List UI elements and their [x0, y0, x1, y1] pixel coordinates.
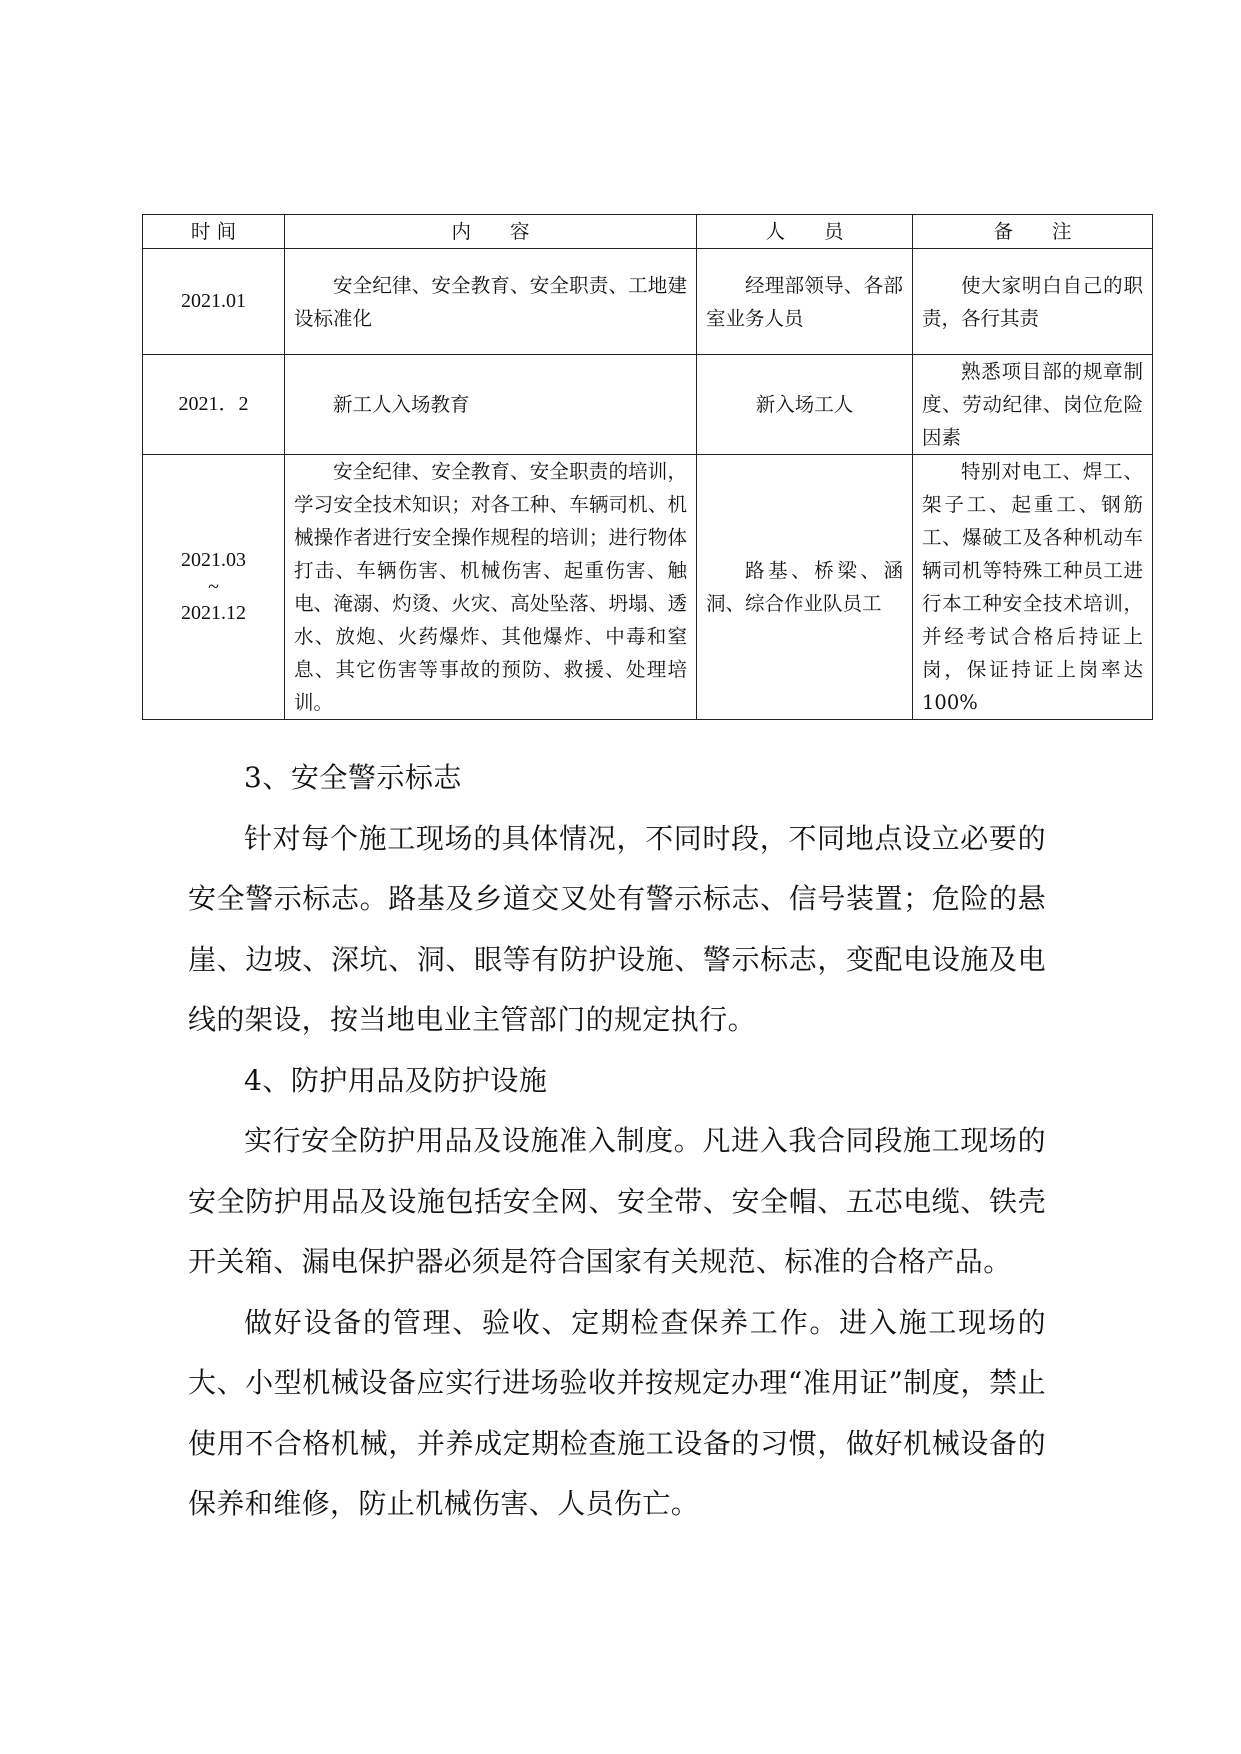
header-note: 备 注 [913, 215, 1153, 249]
body-text [188, 748, 1046, 1535]
cell-note [913, 455, 1153, 720]
cell-note-text: 使大家明白自己的职责，各行其责 [922, 273, 1143, 330]
section-3-paragraph: 针对每个施工现场的具体情况，不同时段，不同地点设立必要的安全警示标志。路基及乡道交叉处有警示标志、信号装置；危险的悬崖、边坡、深坑、洞、眼等有防护设施、警示标志，变配电设施及电线的架设，按当地电业主管部门的规定执行。 [188, 821, 1046, 1036]
cell-content [285, 249, 697, 355]
section-3-heading: 3、安全警示标志 [244, 761, 462, 794]
header-time: 时 间 [143, 215, 285, 249]
time-separator: ~ [208, 576, 219, 598]
section-4-heading: 4、防护用品及防护设施 [244, 1063, 548, 1097]
cell-staff [697, 249, 913, 355]
cell-content [285, 355, 697, 455]
training-plan-table [142, 214, 1153, 720]
cell-staff: 新入场工人 [697, 355, 913, 455]
time-end: 2021.12 [181, 602, 246, 624]
cell-staff-text: 经理部领导、各部室业务人员 [706, 273, 903, 330]
cell-content [285, 455, 697, 720]
cell-time: 2021.01 [143, 249, 285, 355]
cell-staff-text: 路基、桥梁、涵洞、综合作业队员工 [706, 559, 903, 615]
cell-note-text: 特别对电工、焊工、架子工、起重工、钢筋工、爆破工及各种机动车辆司机等特殊工种员工进行本工种安全技术培训，并经考试合格后持证上岗，保证持证上岗率达 100% [922, 460, 1143, 714]
section-4-paragraph-2: 做好设备的管理、验收、定期检查保养工作。进入施工现场的大、小型机械设备应实行进场验收并按规定办理“准用证”制度，禁止使用不合格机械，并养成定期检查施工设备的习惯，做好机械设备的保养和维修，防止机械伤害、人员伤亡。 [188, 1305, 1046, 1520]
cell-note [913, 249, 1153, 355]
cell-time-range [143, 455, 285, 720]
cell-time: 2021．2 [143, 355, 285, 455]
time-start: 2021.03 [181, 549, 246, 571]
cell-note-text: 熟悉项目部的规章制度、劳动纪律、岗位危险因素 [922, 360, 1143, 449]
cell-content-text: 安全纪律、安全教育、安全职责、工地建设标准化 [294, 273, 687, 330]
cell-content-text: 安全纪律、安全教育、安全职责的培训，学习安全技术知识；对各工种、车辆司机、机械操作者进行安全操作规程的培训；进行物体打击、车辆伤害、机械伤害、起重伤害、触电、淹溺、灼烫、火灾、高处坠落、坍塌、透水、放炮、火药爆炸、其他爆炸、中毒和窒息、其它伤害等事故的预防、救援、处理培训。 [294, 460, 687, 714]
header-content: 内 容 [285, 215, 697, 249]
table-row [143, 455, 1153, 720]
table-row [143, 355, 1153, 455]
header-staff: 人 员 [697, 215, 913, 249]
section-4-paragraph-1: 实行安全防护用品及设施准入制度。凡进入我合同段施工现场的安全防护用品及设施包括安全网、安全带、安全帽、五芯电缆、铁壳开关箱、漏电保护器必须是符合国家有关规范、标准的合格产品。 [188, 1124, 1046, 1278]
table-row [143, 249, 1153, 355]
cell-content-text: 新工人入场教育 [333, 393, 470, 416]
cell-staff [697, 455, 913, 720]
cell-note [913, 355, 1153, 455]
table-header-row [143, 215, 1153, 249]
